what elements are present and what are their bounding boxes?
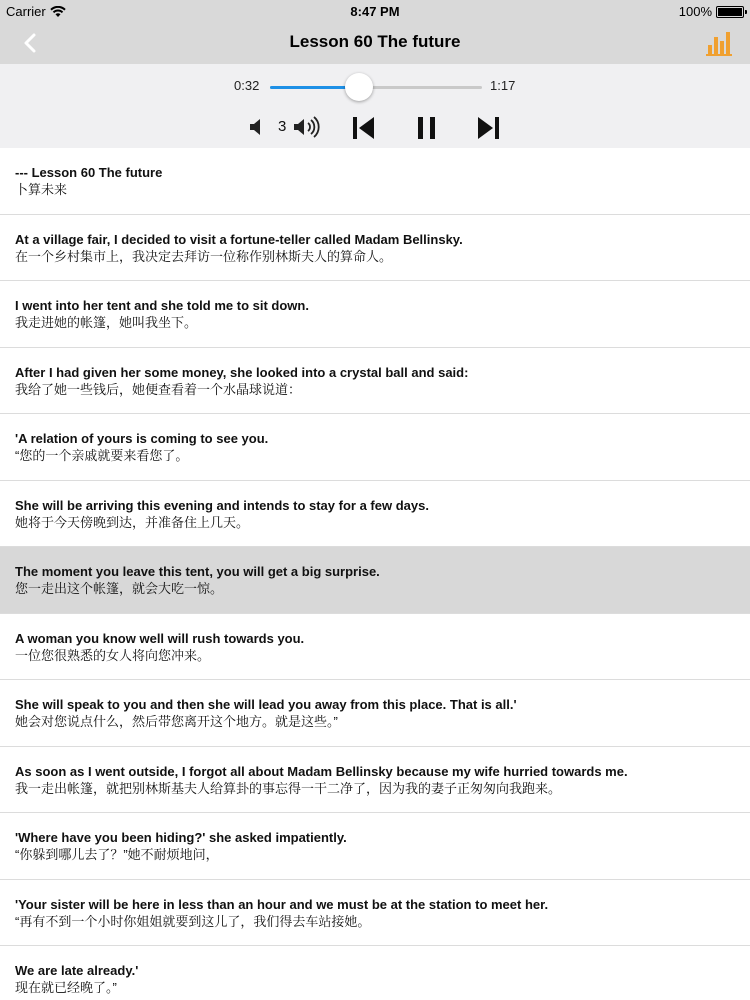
- sentence-chinese: 她将于今天傍晚到达，并准备住上几天。: [15, 514, 250, 530]
- sentence-row[interactable]: [0, 281, 750, 348]
- speaker-icon: [248, 116, 266, 138]
- status-time: 8:47 PM: [350, 4, 400, 19]
- sentence-chinese: 卜算未来: [15, 182, 68, 197]
- progress-slider[interactable]: [270, 86, 482, 89]
- sentence-english: I went into her tent and she told me to sit down.: [15, 298, 309, 313]
- next-button[interactable]: [474, 114, 502, 142]
- volume-up-button[interactable]: [292, 114, 326, 140]
- sentence-chinese: 我走进她的帐篷，她叫我坐下。: [15, 315, 198, 330]
- previous-button[interactable]: [350, 114, 378, 142]
- speaker-loud-icon: [292, 114, 326, 140]
- sentence-chinese: 我给了她一些钱后，她便查看着一个水晶球说道：: [15, 381, 302, 397]
- sentence-english: The moment you leave this tent, you will get a big surprise.: [15, 564, 380, 579]
- stats-button[interactable]: [706, 28, 732, 56]
- bar-chart-icon: [706, 28, 732, 56]
- battery-icon: [716, 6, 744, 18]
- sentence-row[interactable]: [0, 813, 750, 880]
- battery-percent: 100%: [678, 4, 712, 19]
- sentence-english: After I had given her some money, she looked into a crystal ball and said:: [15, 364, 469, 380]
- sentence-english: --- Lesson 60 The future: [15, 165, 163, 180]
- sentence-english: She will speak to you and then she will lead you away from this place. That is all.': [15, 697, 517, 712]
- sentence-chinese: “你躲到哪儿去了？”她不耐烦地问，: [15, 847, 219, 862]
- sentence-english: 'Your sister will be here in less than an hour and we must be at the station to meet her.: [15, 896, 549, 912]
- sentence-row[interactable]: [0, 680, 750, 747]
- sentence-row[interactable]: [0, 348, 750, 415]
- progress-thumb[interactable]: [345, 73, 373, 101]
- pause-icon: [414, 114, 440, 142]
- sentence-chinese: 您一走出这个帐篷，就会大吃一惊。: [15, 581, 224, 596]
- sentence-english: As soon as I went outside, I forgot all about Madam Bellinsky because my wife hurried towards me.: [15, 763, 628, 779]
- sentence-chinese: “您的一个亲戚就要来看您了。: [15, 448, 189, 463]
- pause-button[interactable]: [414, 114, 440, 142]
- sentence-chinese: 在一个乡村集市上，我决定去拜访一位称作别林斯夫人的算命人。: [15, 248, 393, 264]
- sentence-row[interactable]: [0, 547, 750, 614]
- back-button[interactable]: [18, 30, 44, 56]
- sentence-chinese: 现在就已经晚了。”: [15, 980, 117, 995]
- sentence-english: At a village fair, I decided to visit a fortune-teller called Madam Bellinsky.: [15, 231, 463, 247]
- sentence-chinese: “再有不到一个小时你姐姐就要到这儿了，我们得去车站接她。: [15, 913, 371, 929]
- playback-controls: [0, 112, 750, 142]
- page-title: Lesson 60 The future: [289, 32, 461, 51]
- sentence-english: A woman you know well will rush towards you.: [15, 630, 305, 646]
- chevron-left-icon: [18, 30, 44, 56]
- skip-back-icon: [350, 114, 378, 142]
- sentence-row[interactable]: [0, 747, 750, 814]
- sentence-english: She will be arriving this evening and intends to stay for a few days.: [15, 497, 429, 513]
- nav-bar: [0, 22, 750, 64]
- carrier-label: Carrier: [6, 4, 46, 19]
- sentence-english: We are late already.': [15, 963, 139, 978]
- sentence-row[interactable]: [0, 481, 750, 548]
- sentence-english: 'Where have you been hiding?' she asked impatiently.: [15, 830, 347, 845]
- status-right: [679, 4, 744, 19]
- sentence-chinese: 我一走出帐篷，就把别林斯基夫人给算卦的事忘得一干二净了，因为我的妻子正匆匆向我跑来。: [15, 780, 562, 796]
- sentence-english: 'A relation of yours is coming to see you.: [15, 431, 269, 446]
- volume-level: 3: [278, 118, 287, 135]
- total-time: 1:17: [490, 78, 516, 93]
- sentence-chinese: 她会对您说点什么，然后带您离开这个地方。就是这些。”: [15, 714, 338, 729]
- sentence-row[interactable]: [0, 414, 750, 481]
- sentence-row[interactable]: [0, 148, 750, 215]
- sentence-list[interactable]: [0, 148, 750, 1000]
- sentence-row[interactable]: [0, 880, 750, 947]
- status-bar: [0, 0, 750, 22]
- sentence-chinese: 一位您很熟悉的女人将向您冲来。: [15, 647, 211, 663]
- skip-forward-icon: [474, 114, 502, 142]
- audio-player: [0, 64, 750, 148]
- sentence-row[interactable]: [0, 946, 750, 1000]
- volume-down-button[interactable]: [248, 116, 266, 138]
- sentence-row[interactable]: [0, 614, 750, 681]
- sentence-row[interactable]: [0, 215, 750, 282]
- current-time: 0:32: [234, 78, 260, 93]
